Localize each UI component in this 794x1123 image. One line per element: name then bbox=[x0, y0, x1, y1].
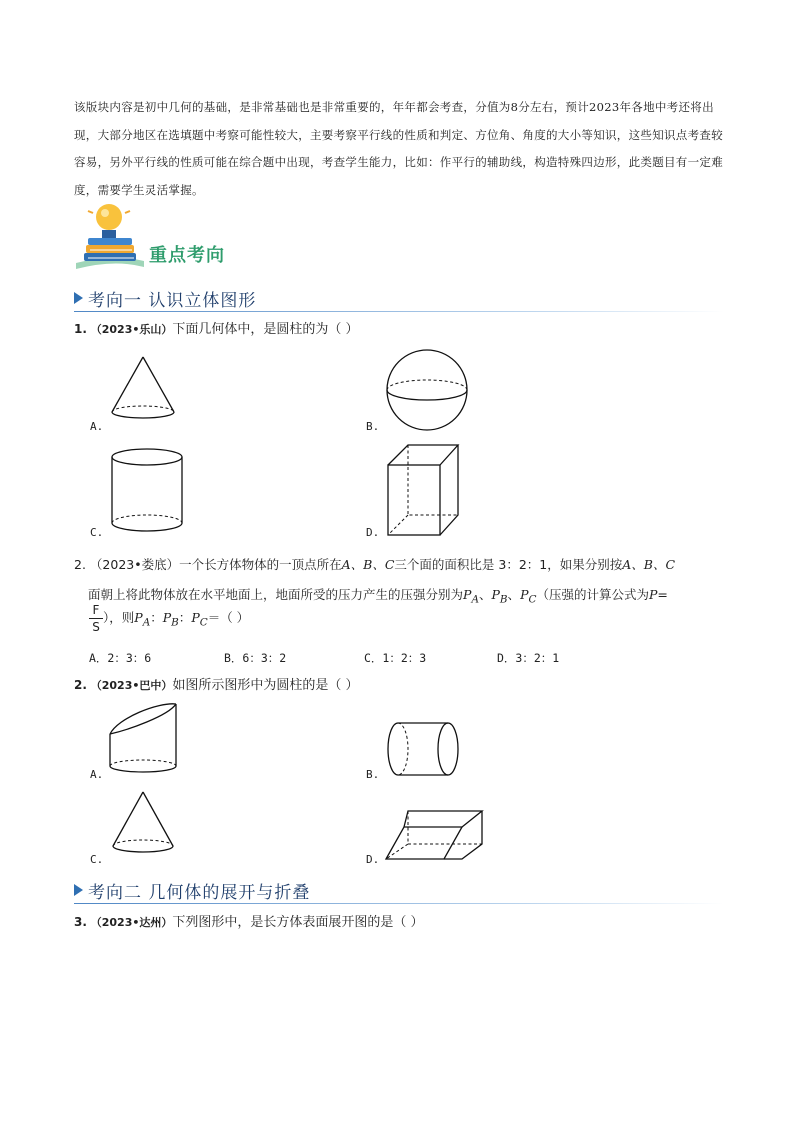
subscript: A bbox=[471, 593, 479, 606]
section-header-2 bbox=[74, 877, 724, 907]
triangle-bullet-icon bbox=[74, 292, 83, 304]
question-text: 面朝上将此物体放在水平地面上，地面所受的压力产生的压强分别为 bbox=[88, 587, 464, 602]
sphere-figure bbox=[386, 350, 470, 434]
question-4 bbox=[74, 913, 424, 932]
option-label: D. bbox=[366, 853, 380, 866]
section-underline bbox=[74, 311, 724, 312]
question-1 bbox=[74, 320, 359, 339]
subscript: C bbox=[199, 616, 208, 629]
option-label: A. bbox=[90, 768, 104, 781]
cone-figure bbox=[110, 790, 176, 860]
question-text: 三个面的面积比是 3：2：1，如果分别按 bbox=[394, 557, 623, 572]
horizontal-cylinder-figure bbox=[386, 720, 462, 778]
question-number: 3. bbox=[74, 915, 87, 929]
cylinder-figure bbox=[110, 448, 184, 534]
question-text: 如图所示图形中为圆柱的是（ ） bbox=[172, 678, 359, 693]
question-text: 下面几何体中，是圆柱的为（ ） bbox=[172, 322, 359, 337]
subscript: B bbox=[171, 616, 179, 629]
option-label: B. bbox=[366, 420, 380, 433]
intro-paragraph: 该版块内容是初中几何的基础，是非常基础也是非常重要的，年年都会考查，分值为8分左右，预计2023年各地中考还将出现，大部分地区在选填题中考察可能性较大，主要考察平行线的性质和判定、方位角、角度的大小等知识，这些知识点考查较容易，另外平行线的性质可能在综合题中出现，考查学生能力，比如：作平行的辅助线，构造特殊四边形，此类题目有一定难度，需要学生灵活掌握。 bbox=[74, 100, 723, 197]
fraction-denominator: S bbox=[92, 620, 100, 634]
subscript: B bbox=[499, 593, 508, 606]
variable: P bbox=[463, 587, 472, 602]
question-number: 2. bbox=[74, 557, 86, 572]
question-3 bbox=[74, 676, 359, 695]
variable: P bbox=[491, 587, 500, 602]
cone-figure bbox=[108, 355, 178, 425]
option-label: C. bbox=[90, 853, 104, 866]
option-a: A．2：3：6 bbox=[89, 651, 152, 665]
variable: P bbox=[191, 610, 200, 625]
subscript: A bbox=[142, 616, 151, 629]
key-banner-title: 重点考向 bbox=[149, 245, 225, 266]
oblique-cut-cylinder-figure bbox=[108, 700, 178, 780]
variable: P bbox=[134, 610, 143, 625]
section-header-1 bbox=[74, 285, 724, 315]
rectangular-prism-figure bbox=[386, 443, 462, 539]
question-number: 2. bbox=[74, 678, 87, 692]
question-text: ），则 bbox=[103, 610, 135, 625]
variable: P bbox=[520, 587, 529, 602]
option-label: C. bbox=[90, 526, 104, 539]
question-source: （2023•乐山） bbox=[90, 323, 173, 336]
parallelepiped-figure bbox=[384, 808, 484, 864]
option-label: B. bbox=[366, 768, 380, 781]
question-number: 1. bbox=[74, 322, 87, 336]
question-source: （2023•巴中） bbox=[90, 679, 173, 692]
option-d: D．3：2：1 bbox=[497, 651, 560, 665]
variable-list: A、B、C bbox=[341, 557, 395, 572]
question-text: （压强的计算公式为 bbox=[536, 587, 649, 602]
question-text: 一个长方体物体的一顶点所在 bbox=[179, 557, 342, 572]
triangle-bullet-icon bbox=[74, 884, 83, 896]
question-source: （2023•达州） bbox=[90, 916, 173, 929]
question-2: 2. （2023•娄底）一个长方体物体的一顶点所在A、B、C三个面的面积比是 3：2：1，如果分别按A、B、C 面朝上将此物体放在水平地面上，地面所受的压力产生的压强分别为$P_A$、$P_B$、$P_C$（压强的计算公式为P= bbox=[74, 557, 676, 606]
option-label: D. bbox=[366, 526, 380, 539]
question-2-tail: ），则$P_A$：$P_B$：$P_C=$（ ） bbox=[103, 610, 250, 629]
section-underline bbox=[74, 903, 724, 904]
variable: P bbox=[162, 610, 172, 625]
section-title: 考向二 几何体的展开与折叠 bbox=[88, 883, 311, 903]
subscript: C bbox=[528, 593, 537, 606]
section-title: 考向一 认识立体图形 bbox=[88, 291, 257, 311]
formula-lhs: P= bbox=[648, 587, 668, 602]
option-c: C．1：2：3 bbox=[364, 651, 427, 665]
variable-list: A、B、C bbox=[622, 557, 676, 572]
question-text: 下列图形中，是长方体表面展开图的是（ ） bbox=[172, 915, 424, 930]
question-text: ＝（ ） bbox=[207, 610, 250, 625]
fraction-numerator: F bbox=[92, 603, 100, 617]
question-source: （2023•娄底） bbox=[89, 557, 180, 572]
option-b: B．6：3：2 bbox=[224, 651, 287, 665]
option-label: A. bbox=[90, 420, 104, 433]
fraction-formula bbox=[89, 603, 103, 634]
